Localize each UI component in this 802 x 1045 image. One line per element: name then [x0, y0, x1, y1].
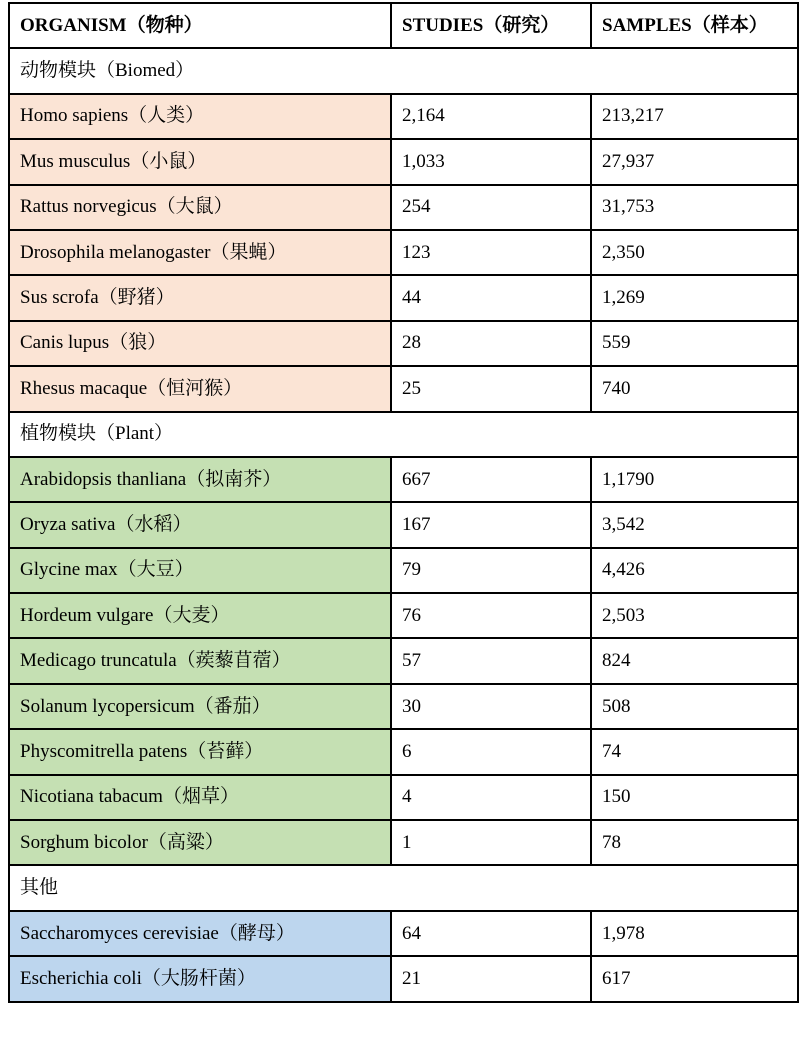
table-row: [9, 729, 798, 774]
organism-cell: Rhesus macaque（恒河猴）: [9, 366, 391, 411]
samples-cell: 1,269: [591, 275, 798, 320]
studies-cell: 28: [391, 321, 591, 366]
samples-cell: 213,217: [591, 94, 798, 139]
header-samples: SAMPLES（样本）: [591, 3, 798, 48]
samples-cell: 31,753: [591, 185, 798, 230]
studies-cell: 25: [391, 366, 591, 411]
header-row: [9, 3, 798, 48]
table-row: [9, 275, 798, 320]
section-title: 动物模块（Biomed）: [9, 48, 798, 93]
table-header: [9, 3, 798, 48]
table-row: [9, 94, 798, 139]
organism-cell: Glycine max（大豆）: [9, 548, 391, 593]
organism-cell: Escherichia coli（大肠杆菌）: [9, 956, 391, 1001]
header-organism: ORGANISM（物种）: [9, 3, 391, 48]
table-row: [9, 956, 798, 1001]
samples-cell: 150: [591, 775, 798, 820]
studies-cell: 2,164: [391, 94, 591, 139]
section-row: [9, 865, 798, 910]
organism-cell: Canis lupus（狼）: [9, 321, 391, 366]
table-row: [9, 911, 798, 956]
studies-cell: 57: [391, 638, 591, 683]
table-row: [9, 820, 798, 865]
table-row: [9, 321, 798, 366]
samples-cell: 27,937: [591, 139, 798, 184]
organism-cell: Physcomitrella patens（苔藓）: [9, 729, 391, 774]
studies-cell: 1,033: [391, 139, 591, 184]
samples-cell: 508: [591, 684, 798, 729]
organism-cell: Sorghum bicolor（高粱）: [9, 820, 391, 865]
section-title: 植物模块（Plant）: [9, 412, 798, 457]
samples-cell: 74: [591, 729, 798, 774]
organism-cell: Medicago truncatula（蒺藜苜蓿）: [9, 638, 391, 683]
studies-cell: 123: [391, 230, 591, 275]
organism-table: [8, 2, 799, 1003]
table-row: [9, 185, 798, 230]
table-body: [9, 48, 798, 1001]
table-row: [9, 684, 798, 729]
studies-cell: 79: [391, 548, 591, 593]
organism-cell: Hordeum vulgare（大麦）: [9, 593, 391, 638]
organism-cell: Rattus norvegicus（大鼠）: [9, 185, 391, 230]
studies-cell: 64: [391, 911, 591, 956]
samples-cell: 3,542: [591, 502, 798, 547]
samples-cell: 2,350: [591, 230, 798, 275]
section-row: [9, 48, 798, 93]
organism-cell: Mus musculus（小鼠）: [9, 139, 391, 184]
samples-cell: 617: [591, 956, 798, 1001]
samples-cell: 1,978: [591, 911, 798, 956]
samples-cell: 78: [591, 820, 798, 865]
organism-cell: Arabidopsis thanliana（拟南芥）: [9, 457, 391, 502]
table-row: [9, 548, 798, 593]
organism-cell: Nicotiana tabacum（烟草）: [9, 775, 391, 820]
samples-cell: 2,503: [591, 593, 798, 638]
organism-cell: Saccharomyces cerevisiae（酵母）: [9, 911, 391, 956]
studies-cell: 254: [391, 185, 591, 230]
samples-cell: 740: [591, 366, 798, 411]
table-row: [9, 593, 798, 638]
studies-cell: 30: [391, 684, 591, 729]
samples-cell: 4,426: [591, 548, 798, 593]
studies-cell: 6: [391, 729, 591, 774]
section-title: 其他: [9, 865, 798, 910]
organism-cell: Sus scrofa（野猪）: [9, 275, 391, 320]
studies-cell: 167: [391, 502, 591, 547]
table-row: [9, 775, 798, 820]
organism-cell: Homo sapiens（人类）: [9, 94, 391, 139]
samples-cell: 824: [591, 638, 798, 683]
table-row: [9, 502, 798, 547]
studies-cell: 4: [391, 775, 591, 820]
studies-cell: 1: [391, 820, 591, 865]
studies-cell: 44: [391, 275, 591, 320]
studies-cell: 21: [391, 956, 591, 1001]
studies-cell: 667: [391, 457, 591, 502]
organism-cell: Solanum lycopersicum（番茄）: [9, 684, 391, 729]
samples-cell: 1,1790: [591, 457, 798, 502]
header-studies: STUDIES（研究）: [391, 3, 591, 48]
table-row: [9, 230, 798, 275]
studies-cell: 76: [391, 593, 591, 638]
samples-cell: 559: [591, 321, 798, 366]
table-row: [9, 139, 798, 184]
table-row: [9, 638, 798, 683]
table-row: [9, 457, 798, 502]
organism-cell: Oryza sativa（水稻）: [9, 502, 391, 547]
table-row: [9, 366, 798, 411]
organism-cell: Drosophila melanogaster（果蝇）: [9, 230, 391, 275]
section-row: [9, 412, 798, 457]
